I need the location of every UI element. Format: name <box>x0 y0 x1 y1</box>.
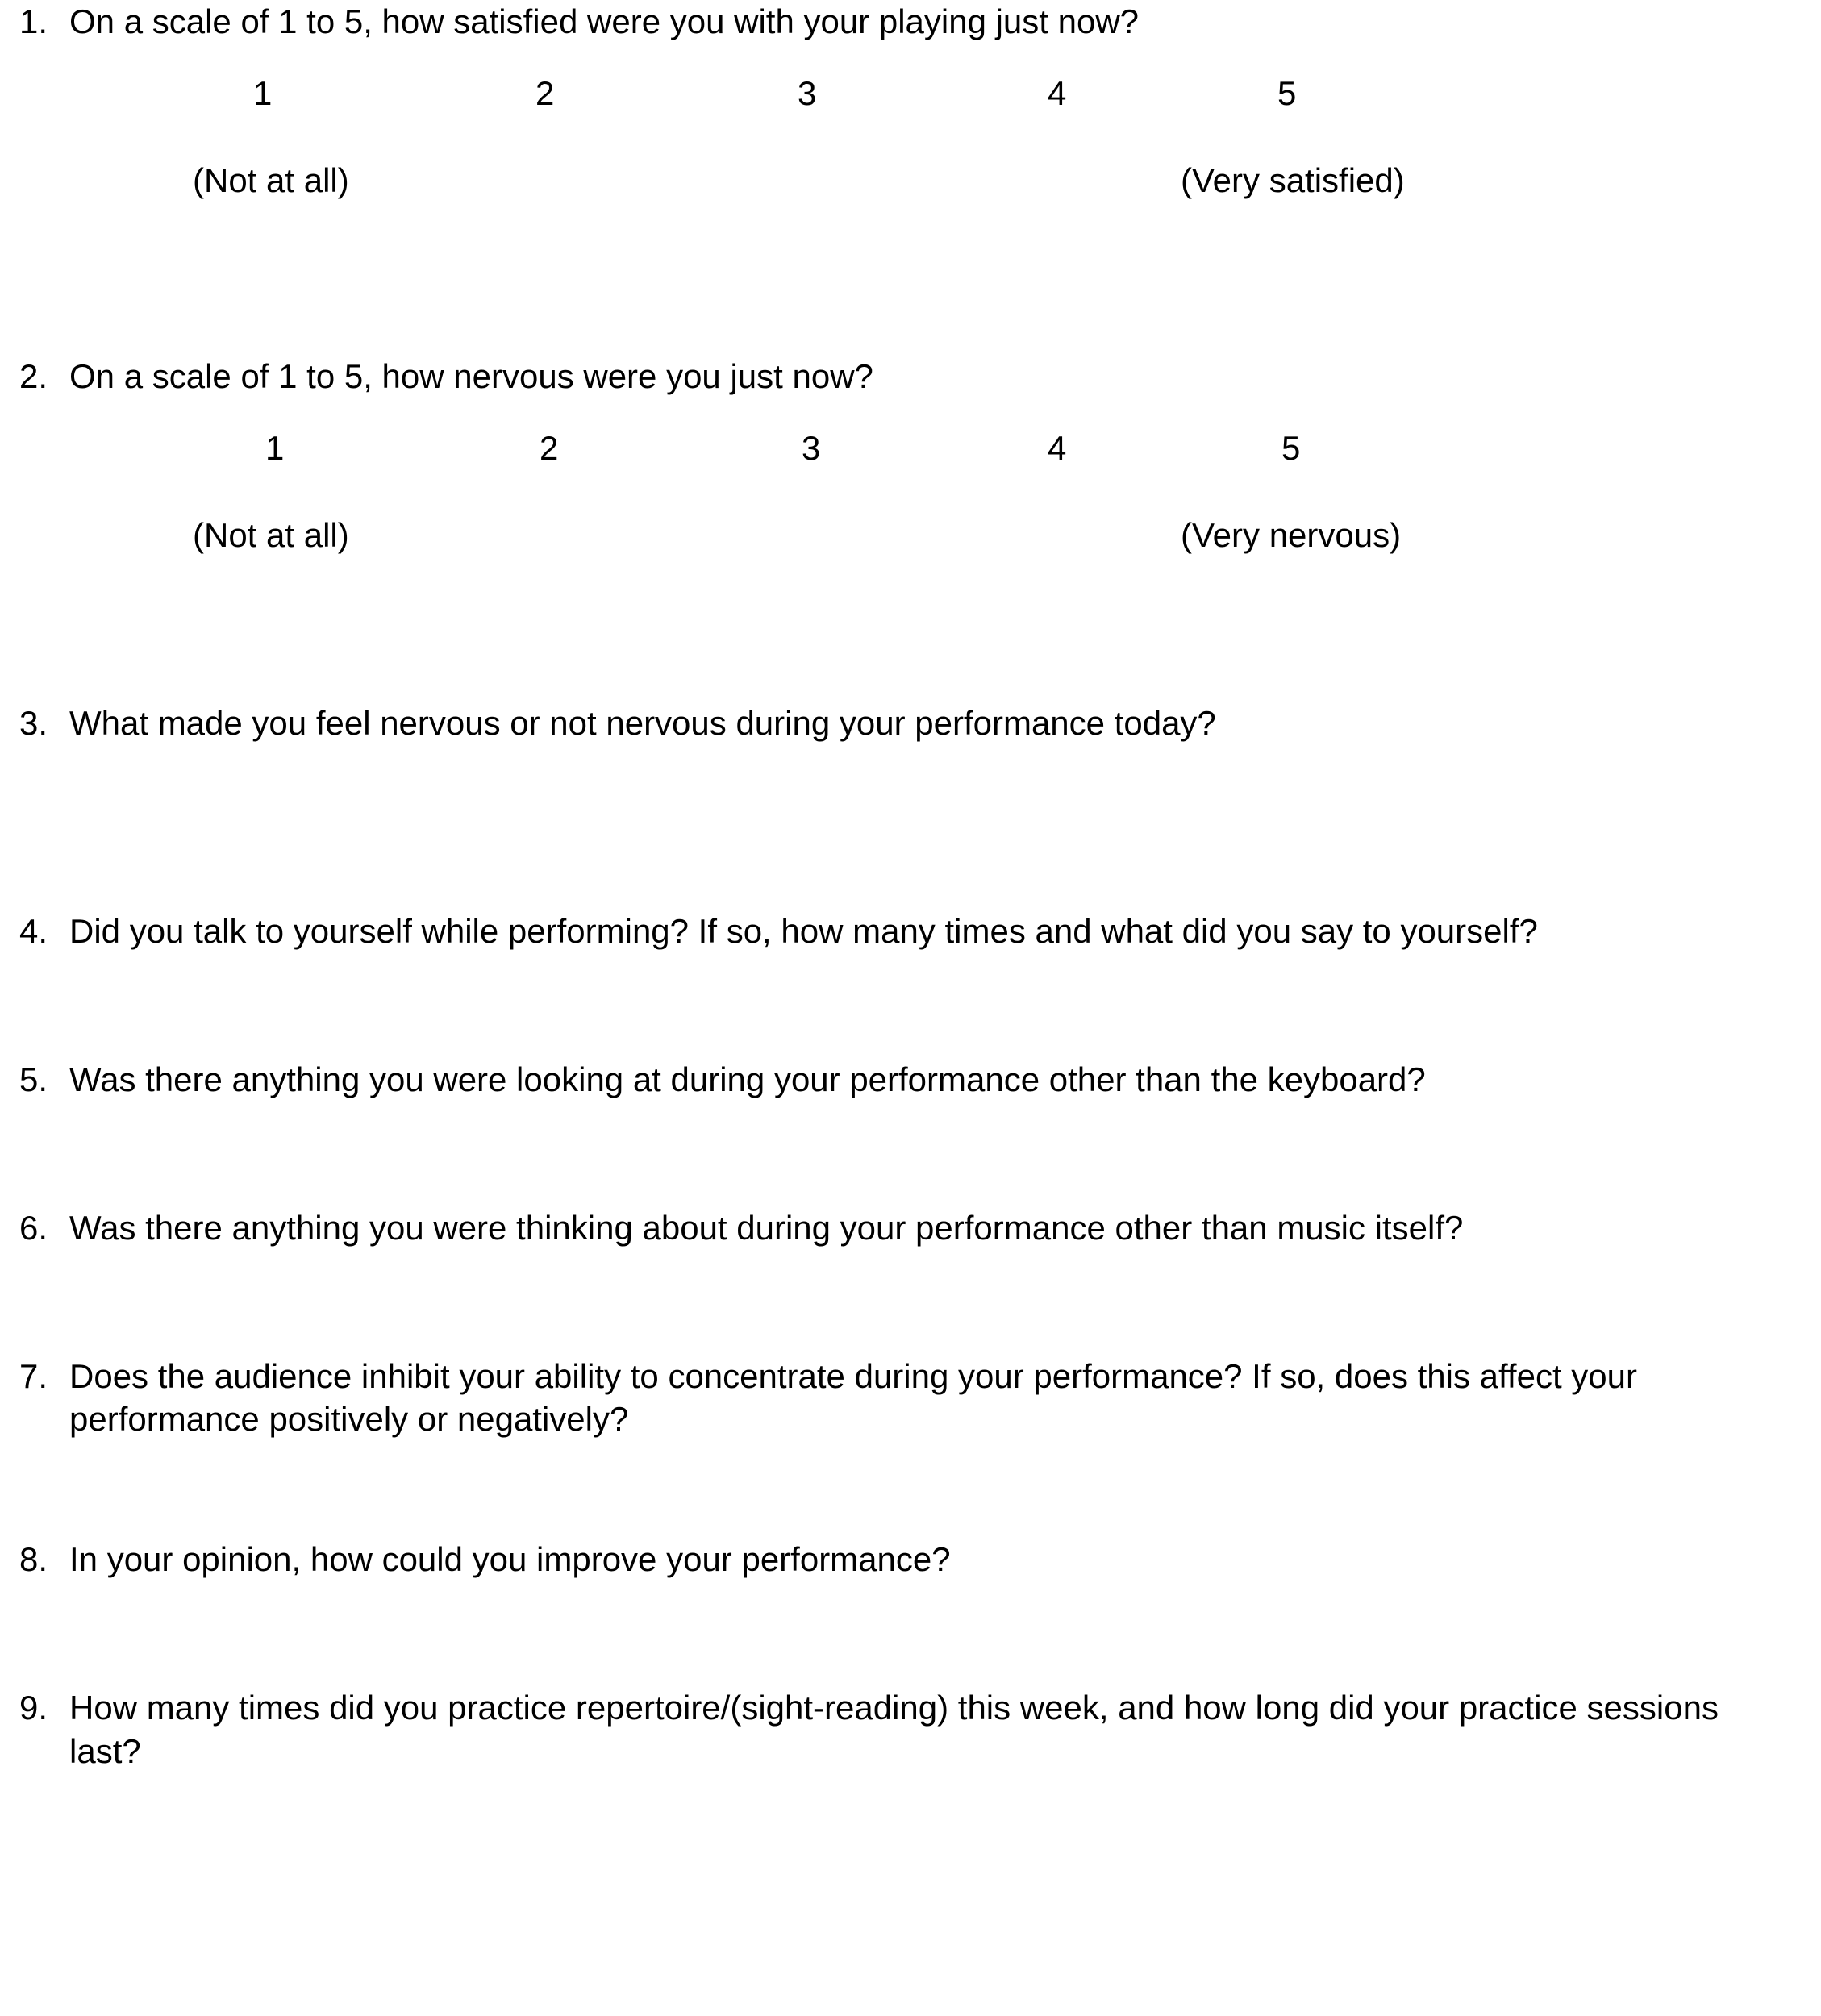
question-1-scale-point-1[interactable]: 1 <box>253 73 273 112</box>
question-7-number: 7. <box>19 1356 48 1395</box>
question-3 <box>19 702 1789 745</box>
question-2-anchor-high: (Very nervous) <box>1181 515 1402 554</box>
question-1-scale-point-3[interactable]: 3 <box>798 73 817 112</box>
question-1-scale <box>19 74 1789 218</box>
question-9 <box>19 1686 1789 1773</box>
question-2-anchor-low: (Not at all) <box>193 515 349 554</box>
question-8-text: In your opinion, how could you improve your performance? <box>69 1540 951 1578</box>
question-2-scale <box>19 429 1789 573</box>
question-7 <box>19 1355 1789 1442</box>
question-1-anchor-high: (Very satisfied) <box>1181 160 1405 199</box>
question-2 <box>19 355 1789 398</box>
question-1-scale-anchors <box>19 161 1789 218</box>
question-1-number: 1. <box>19 2 48 40</box>
question-9-number: 9. <box>19 1688 48 1727</box>
question-4 <box>19 910 1789 953</box>
question-6-text: Was there anything you were thinking about during your performance other than music itself? <box>69 1208 1464 1247</box>
question-1 <box>19 0 1789 44</box>
question-1-scale-point-4[interactable]: 4 <box>1048 73 1067 112</box>
question-3-text: What made you feel nervous or not nervous during your performance today? <box>69 703 1216 742</box>
question-6-number: 6. <box>19 1208 48 1247</box>
question-7-text: Does the audience inhibit your ability to concentrate during your performance? If so, does this affect your performance positively or negatively? <box>69 1356 1637 1439</box>
question-5 <box>19 1058 1789 1102</box>
question-5-text: Was there anything you were looking at during your performance other than the keyboard? <box>69 1060 1426 1098</box>
question-2-scale-point-4[interactable]: 4 <box>1048 428 1067 467</box>
question-4-text: Did you talk to yourself while performing? If so, how many times and what did you say to yourself? <box>69 912 1538 951</box>
question-5-number: 5. <box>19 1060 48 1098</box>
question-1-scale-points <box>19 74 1789 131</box>
question-2-scale-point-2[interactable]: 2 <box>540 428 559 467</box>
question-2-text: On a scale of 1 to 5, how nervous were you just now? <box>69 356 873 395</box>
question-1-scale-point-5[interactable]: 5 <box>1277 73 1297 112</box>
question-2-scale-anchors <box>19 516 1789 573</box>
question-6 <box>19 1206 1789 1250</box>
question-2-scale-point-1[interactable]: 1 <box>265 428 285 467</box>
question-1-anchor-low: (Not at all) <box>193 160 349 199</box>
question-2-scale-point-3[interactable]: 3 <box>802 428 821 467</box>
question-2-scale-points <box>19 429 1789 485</box>
question-4-number: 4. <box>19 912 48 951</box>
question-8 <box>19 1538 1789 1581</box>
question-1-scale-point-2[interactable]: 2 <box>535 73 555 112</box>
question-2-scale-point-5[interactable]: 5 <box>1281 428 1301 467</box>
question-8-number: 8. <box>19 1540 48 1578</box>
question-2-number: 2. <box>19 356 48 395</box>
question-1-text: On a scale of 1 to 5, how satisfied were you with your playing just now? <box>69 2 1140 40</box>
question-3-number: 3. <box>19 703 48 742</box>
question-9-text: How many times did you practice repertoire/(sight-reading) this week, and how long did your practice sessions last? <box>69 1688 1719 1770</box>
